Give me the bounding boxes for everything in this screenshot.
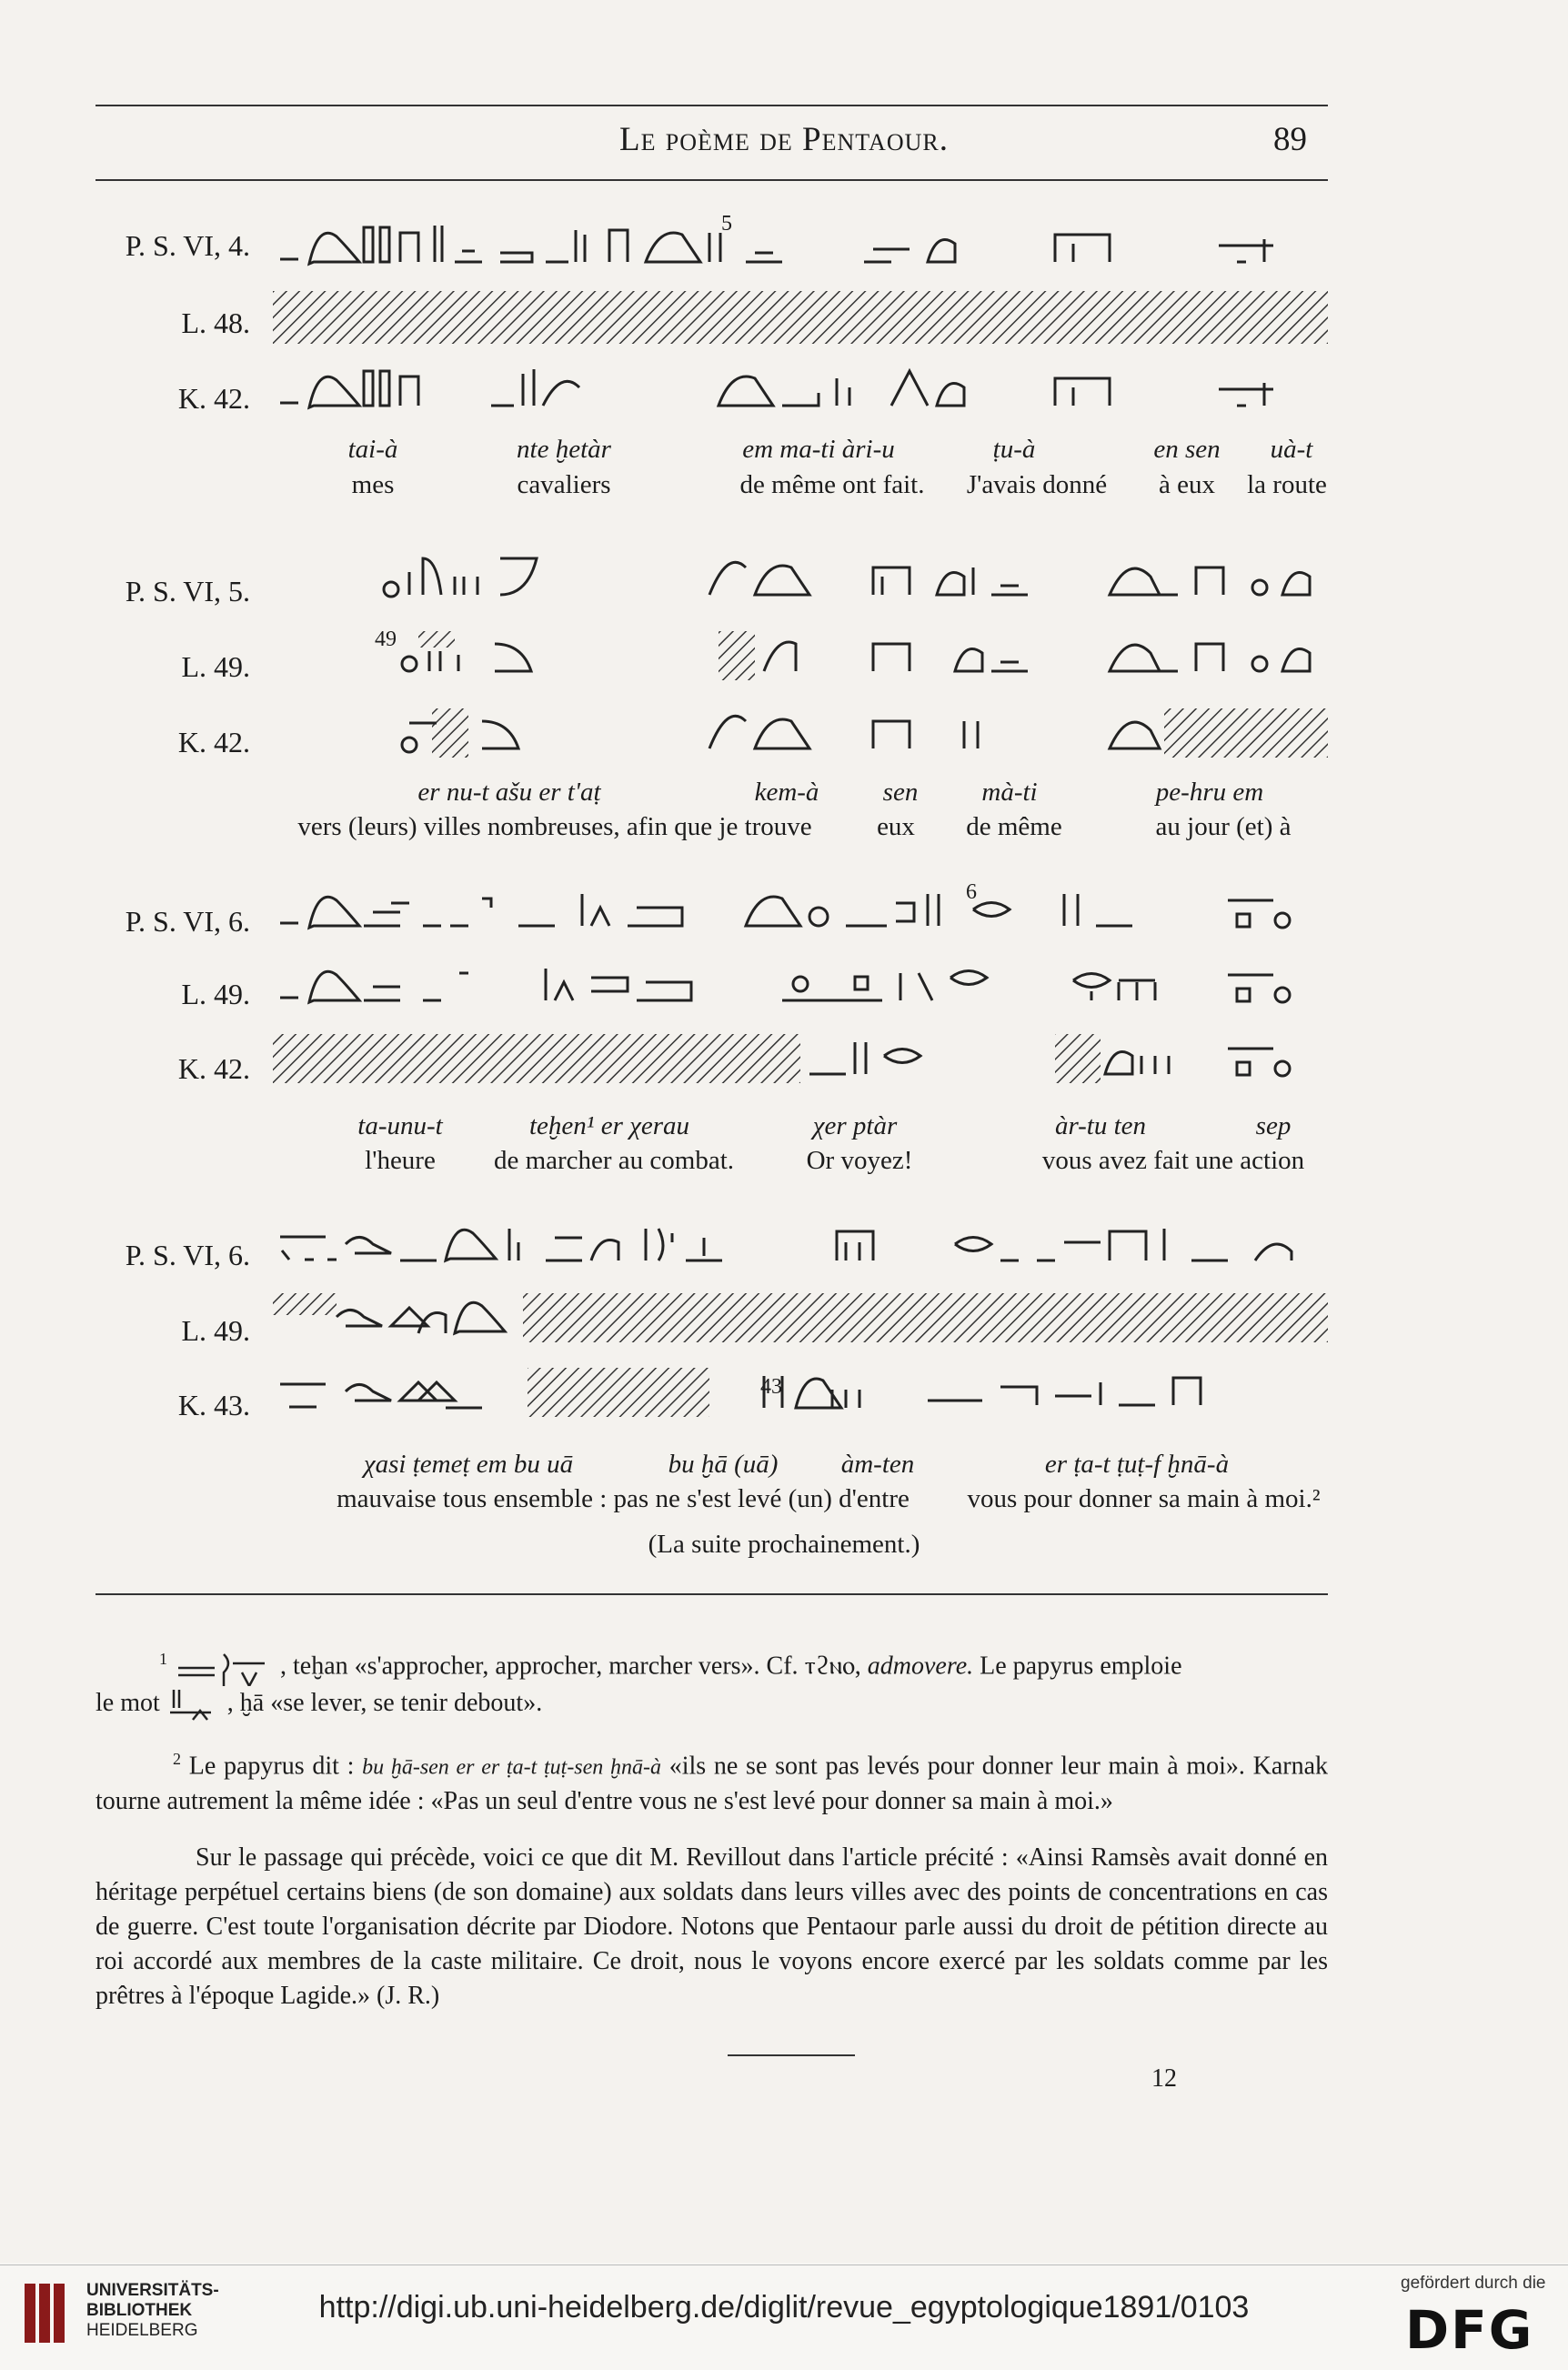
transliteration: sen xyxy=(882,778,919,807)
translation: au jour (et) à xyxy=(1155,812,1292,841)
footnote-text: , teḫan «s'approcher, approcher, marcher vers». Cf. xyxy=(280,1652,799,1681)
transliteration: kem-à xyxy=(754,778,819,807)
translation: à eux xyxy=(1159,470,1215,499)
transliteration: ta-unu-t xyxy=(357,1111,443,1140)
transliteration: ṭu-à xyxy=(992,435,1036,464)
translation: mauvaise tous ensemble : pas ne s'est levé (un) d'entre xyxy=(337,1484,910,1513)
footnote-text: Le papyrus emploie xyxy=(980,1652,1182,1681)
paragraph-text: Sur le passage qui précède, voici ce que dit M. Revillout dans l'article précité : «Ainsi Ramsès avait donné en héritage perpétuel certains biens (de son domaine) aux soldats dans leurs villes avec des points de concentrations en cas de guerre. C'est toute l'organisation décrite par Diodore. Notons que Pentaour parle aussi du droit de pétition directe au roi accordé aux membres de la caste militaire. Ce droit, nous le voyons encore exercé par les soldats comme par les prêtres à l'époque Lagide.» (J. R.) xyxy=(95,1843,1328,2010)
running-title: Le poème de Pentaour. xyxy=(619,121,949,158)
footnote-text: «ils ne se sont pas levés pour donner leur main à moi». Karnak tourne autrement la même idée : «Pas un seul d'entre vous ne s'est levé pour donner sa main à moi.» xyxy=(95,1752,1329,1816)
transliteration: àr-tu ten xyxy=(1054,1111,1147,1140)
latin-gloss: admovere. xyxy=(867,1652,974,1681)
sigla-k-42: K. 42. xyxy=(177,382,250,415)
sigla-ps-vi-5: P. S. VI, 5. xyxy=(125,575,250,608)
commentary-paragraph xyxy=(95,1841,1328,2013)
hieroglyph-line xyxy=(273,957,1328,1013)
hieroglyph-line xyxy=(273,551,1328,608)
sigla-l-49: L. 49. xyxy=(181,1314,250,1347)
transliteration: er nu-t ašu er t'aṭ xyxy=(417,778,601,807)
sigla-ps-vi-6: P. S. VI, 6. xyxy=(125,905,250,938)
hieroglyph-line xyxy=(273,705,1328,761)
translation: vous pour donner sa main à moi.² xyxy=(967,1484,1321,1513)
transliteration: pe-hru em xyxy=(1155,778,1264,807)
sigla-l-49: L. 49. xyxy=(181,978,250,1010)
hieroglyph-line xyxy=(273,628,1328,684)
end-rule xyxy=(728,2054,855,2056)
sheet-number: 12 xyxy=(1151,2064,1177,2093)
inline-number: 43 xyxy=(760,1375,782,1399)
institution-name: UNIVERSITÄTS- BIBLIOTHEK HEIDELBERG xyxy=(86,2281,219,2340)
sponsor-logo: DFG xyxy=(1405,2299,1534,2361)
translation: eux xyxy=(877,812,915,841)
translation: de marcher au combat. xyxy=(493,1146,735,1175)
translation: vers (leurs) villes nombreuses, afin que je trouve xyxy=(297,812,812,841)
coptic-word: ⲧϩⲛⲟ, xyxy=(804,1652,861,1681)
sigla-k-42: K. 42. xyxy=(177,1052,250,1085)
hieroglyph-inline xyxy=(166,1686,221,1722)
footnote-marker: 1 xyxy=(159,1650,167,1668)
footnote-transliteration: bu ḫā-sen er er ṭa-t ṭuṭ-sen ḫnā-à xyxy=(362,1755,662,1780)
transliteration: em ma-ti àri-u xyxy=(742,435,895,464)
translation: mes xyxy=(351,470,395,499)
sigla-l-48: L. 48. xyxy=(181,306,250,339)
sigla-ps-vi-4: P. S. VI, 4. xyxy=(125,229,250,262)
page-number: 89 xyxy=(1273,121,1307,158)
hieroglyph-inline xyxy=(174,1650,274,1686)
transliteration: χasi ṭemeṭ em bu uā xyxy=(363,1450,574,1479)
transliteration: mà-ti xyxy=(981,778,1038,807)
inline-number: 49 xyxy=(375,628,397,651)
translation: de même ont fait. xyxy=(739,470,925,499)
permalink[interactable]: http://digi.ub.uni-heidelberg.de/diglit/revue_egyptologique1891/0103 xyxy=(318,2290,1250,2325)
top-rule xyxy=(95,105,1328,106)
translation: la route xyxy=(1247,470,1327,499)
transliteration: en sen xyxy=(1153,435,1221,464)
transliteration: sep xyxy=(1255,1111,1292,1140)
hieroglyph-line xyxy=(273,1364,1328,1421)
footnote-text: , ḫā «se lever, se tenir debout». xyxy=(226,1688,543,1717)
transliteration: bu ḫā (uā) xyxy=(668,1450,779,1479)
translation: cavaliers xyxy=(517,470,611,499)
translation: vous avez fait une action xyxy=(1041,1146,1305,1175)
hieroglyph-line xyxy=(273,1217,1328,1273)
transliteration: χer ptàr xyxy=(812,1111,898,1140)
hieroglyph-line xyxy=(273,882,1328,939)
hieroglyph-line xyxy=(273,362,1328,418)
footnote-1 xyxy=(95,1642,1328,1722)
sigla-l-49: L. 49. xyxy=(181,650,250,683)
footnote-text: Le papyrus dit : xyxy=(188,1752,355,1781)
sponsor-caption: gefördert durch die xyxy=(1401,2274,1546,2293)
footnote-text: le mot xyxy=(95,1688,160,1717)
translation: de même xyxy=(966,812,1062,841)
transliteration: er ṭa-t ṭuṭ-f ḫnā-à xyxy=(1044,1450,1230,1479)
footnote-rule xyxy=(95,1593,1328,1595)
continuation-note: (La suite prochainement.) xyxy=(648,1530,920,1559)
translation: J'avais donné xyxy=(966,470,1108,499)
transliteration: teḫen¹ er χerau xyxy=(528,1111,690,1140)
header-rule xyxy=(95,179,1328,181)
transliteration: nte ḫetàr xyxy=(517,435,611,464)
sigla-k-43: K. 43. xyxy=(177,1389,250,1421)
translation: l'heure xyxy=(365,1146,436,1175)
hieroglyph-line xyxy=(273,218,1328,275)
sigla-k-42: K. 42. xyxy=(177,726,250,758)
sigla-ps-vi-6: P. S. VI, 6. xyxy=(125,1239,250,1271)
inline-number: 5 xyxy=(721,212,732,236)
transliteration: uà-t xyxy=(1270,435,1313,464)
inline-number: 6 xyxy=(966,880,977,904)
lacuna-band xyxy=(273,291,1328,344)
footnote-marker: 2 xyxy=(173,1750,181,1768)
hieroglyph-line xyxy=(273,1030,1328,1087)
footnote-2 xyxy=(95,1742,1328,1819)
translation: Or voyez! xyxy=(806,1146,913,1175)
hieroglyph-line xyxy=(273,1290,1328,1346)
transliteration: àm-ten xyxy=(840,1450,915,1479)
transliteration: tai-à xyxy=(347,435,398,464)
